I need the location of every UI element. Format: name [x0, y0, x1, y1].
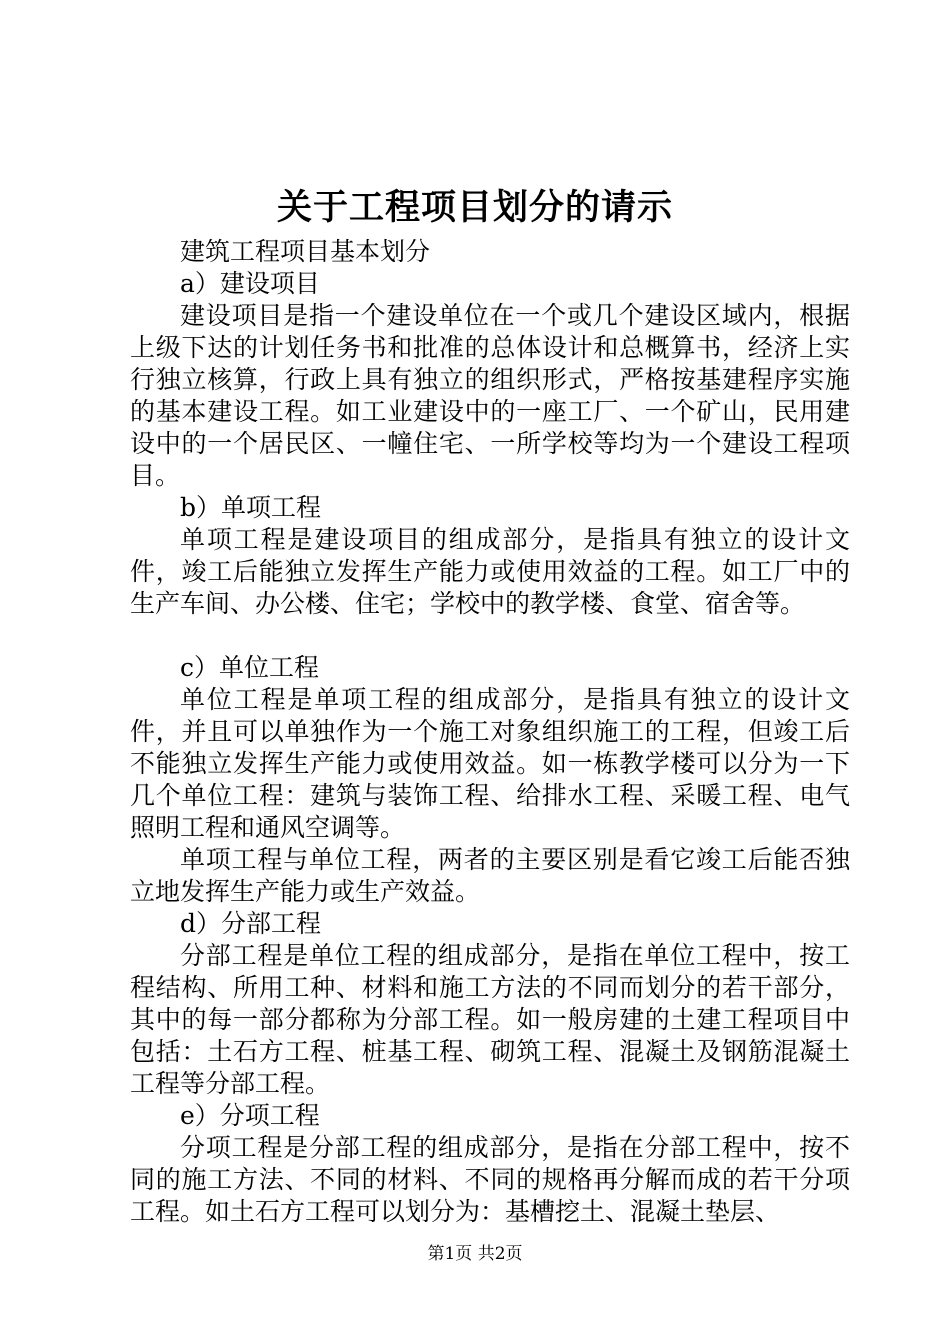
paragraph-construction-project: 建设项目是指一个建设单位在一个或几个建设区域内，根据上级下达的计划任务书和批准的总体设计和总概算书，经济上实行独立核算，行政上具有独立的组织形式，严格按基建程序实施的基本建设工程。如工业建设中的一座工厂、一个矿山，民用建设中的一个居民区、一幢住宅、一所学校等均为一个建设工程项目。 [130, 301, 850, 490]
section-heading-b: b）单项工程 [180, 493, 322, 522]
section-heading-a: a）建设项目 [180, 269, 320, 298]
paragraph-single-project: 单项工程是建设项目的组成部分，是指具有独立的设计文件，竣工后能独立发挥生产能力或使用效益的工程。如工厂中的生产车间、办公楼、住宅；学校中的教学楼、食堂、宿舍等。 [130, 525, 850, 618]
paragraph-unit-project: 单位工程是单项工程的组成部分，是指具有独立的设计文件，并且可以单独作为一个施工对象组织施工的工程，但竣工后不能独立发挥生产能力或使用效益。如一栋教学楼可以分为一下几个单位工程：建筑与装饰工程、给排水工程、采暖工程、电气照明工程和通风空调等。 [130, 685, 850, 842]
page-number-footer: 第1页 共2页 [427, 1244, 523, 1264]
paragraph-heading: 建筑工程项目基本划分 [180, 237, 431, 266]
section-heading-c: c）单位工程 [180, 653, 320, 682]
document-title: 关于工程项目划分的请示 [276, 187, 673, 228]
section-heading-e: e）分项工程 [180, 1101, 320, 1130]
paragraph-division-project: 分部工程是单位工程的组成部分，是指在单位工程中，按工程结构、所用工种、材料和施工方法的不同而划分的若干部分，其中的每一部分都称为分部工程。如一般房建的土建工程项目中包括：土石方工程、桩基工程、砌筑工程、混凝土及钢筋混凝土工程等分部工程。 [130, 941, 850, 1098]
paragraph-difference: 单项工程与单位工程，两者的主要区别是看它竣工后能否独立地发挥生产能力或生产效益。 [130, 845, 850, 906]
blank-line [130, 620, 850, 652]
section-heading-d: d）分部工程 [180, 909, 322, 938]
paragraph-subitem-project: 分项工程是分部工程的组成部分，是指在分部工程中，按不同的施工方法、不同的材料、不同的规格再分解而成的若干分项工程。如土石方工程可以划分为：基槽挖土、混凝土垫层、 [130, 1133, 850, 1226]
document-body [130, 236, 850, 1228]
